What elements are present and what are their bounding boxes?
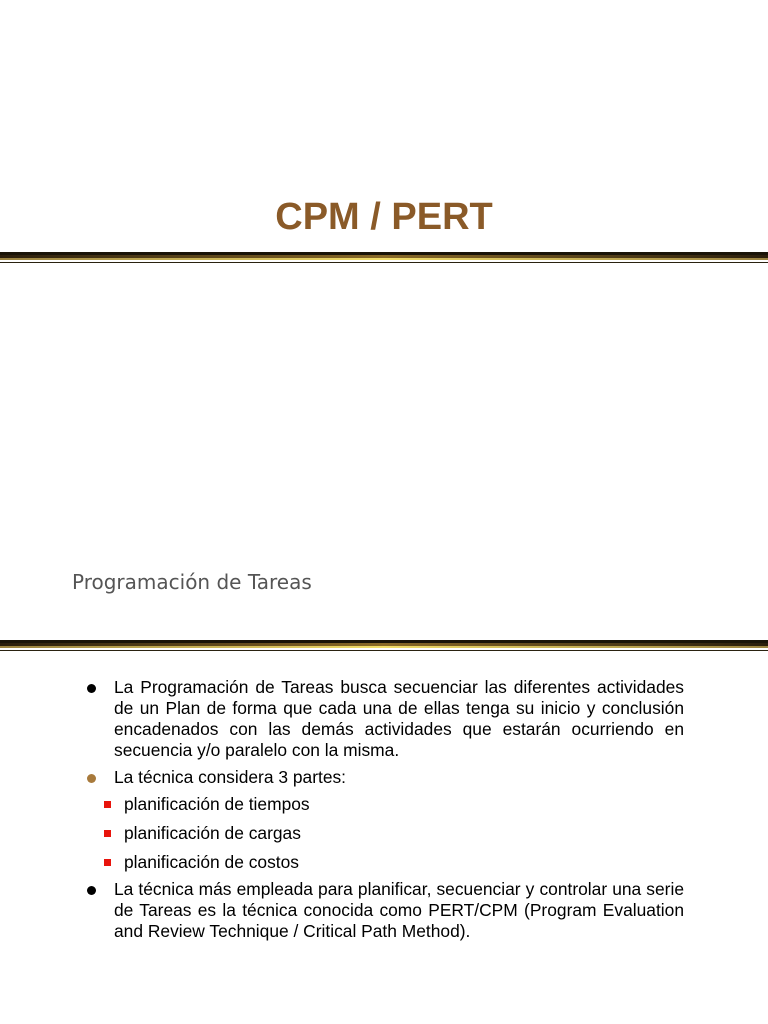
sub-list-item (94, 794, 684, 815)
square-bullet-icon (104, 801, 111, 808)
sub-list-item (94, 823, 684, 844)
section-subtitle: Programación de Tareas (72, 570, 312, 594)
bullet-list (84, 677, 684, 948)
list-item (84, 767, 684, 873)
bullet-icon (87, 886, 96, 895)
bullet-text: La técnica más empleada para planificar, secuenciar y controlar una serie de Tareas es la técnica conocida como PERT/CPM (Program Evaluation and Review Technique / Critical Path Method). (114, 879, 684, 941)
square-bullet-icon (104, 859, 111, 866)
square-bullet-icon (104, 830, 111, 837)
list-item (84, 879, 684, 942)
bullet-icon (87, 684, 96, 693)
subtitle-divider (0, 640, 768, 651)
bullet-text: La Programación de Tareas busca secuenciar las diferentes actividades de un Plan de forma que cada una de ellas tenga su inicio y conclusión encadenados con las demás actividades que estarán ocurriendo en secuencia y/o paralelo con la misma. (114, 677, 684, 760)
slide-title: CPM / PERT (275, 196, 493, 238)
sub-bullet-list (114, 794, 684, 873)
list-item (84, 677, 684, 761)
title-divider (0, 252, 768, 263)
sub-bullet-text: planificación de costos (124, 852, 299, 872)
sub-list-item (94, 852, 684, 873)
sub-bullet-text: planificación de tiempos (124, 794, 310, 814)
sub-bullet-text: planificación de cargas (124, 823, 301, 843)
bullet-icon (87, 774, 96, 783)
bullet-text: La técnica considera 3 partes: (114, 767, 347, 787)
